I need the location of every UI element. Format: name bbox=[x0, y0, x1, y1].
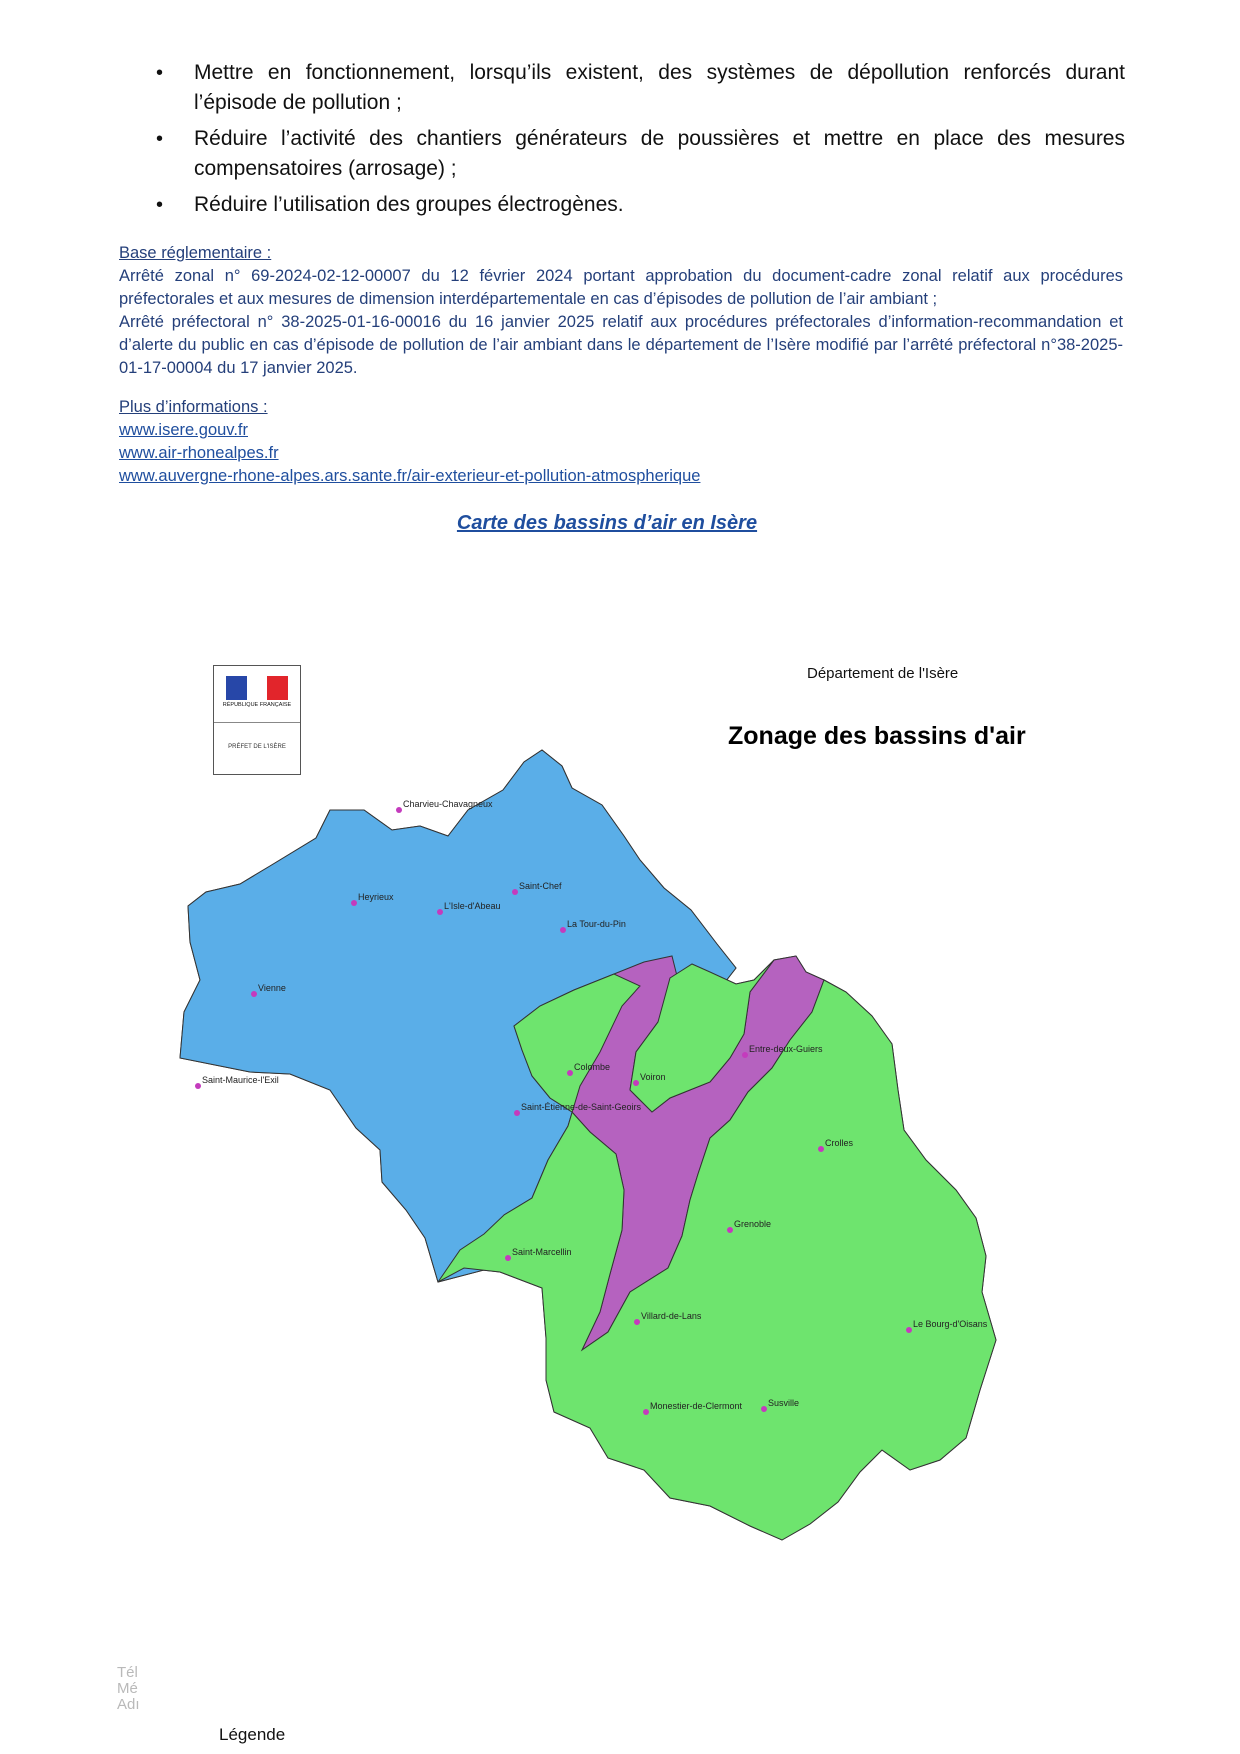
legend-label: Légende bbox=[219, 1725, 286, 1744]
city-label: Saint-Étienne-de-Saint-Geoirs bbox=[521, 1102, 642, 1112]
city-label: Heyrieux bbox=[358, 892, 394, 902]
link-ars[interactable]: www.auvergne-rhone-alpes.ars.sante.fr/air-exterieur-et-pollution-atmospherique bbox=[119, 467, 701, 485]
logo-republic-text: RÉPUBLIQUE FRANÇAISE bbox=[222, 702, 292, 708]
regulation-heading: Base réglementaire : bbox=[119, 244, 272, 262]
city-label: Le Bourg-d'Oisans bbox=[913, 1319, 988, 1329]
info-heading: Plus d’informations : bbox=[119, 398, 268, 416]
list-item: • Réduire l’activité des chantiers générateurs de poussières et mettre en place des mesures compensatoires (arrosage) ; bbox=[150, 124, 1125, 184]
info-block bbox=[119, 396, 700, 488]
city-label: Susville bbox=[768, 1398, 800, 1408]
bullet-icon: • bbox=[156, 194, 164, 216]
department-label: Département de l'Isère bbox=[807, 665, 959, 682]
city-label: Charvieu-Chavagneux bbox=[403, 799, 493, 809]
city-label: Vienne bbox=[258, 983, 286, 993]
city-label: L'Isle-d'Abeau bbox=[444, 901, 501, 911]
faded-footer: Tél Mé Adı bbox=[117, 1665, 140, 1713]
city-label: Crolles bbox=[825, 1138, 854, 1148]
city-label: Grenoble bbox=[734, 1219, 772, 1229]
link-isere[interactable]: www.isere.gouv.fr bbox=[119, 421, 248, 439]
regulation-block bbox=[119, 242, 1123, 380]
bullet-icon: • bbox=[156, 128, 164, 150]
city-label: Entre-deux-Guiers bbox=[749, 1044, 823, 1054]
measures-list bbox=[150, 58, 1125, 226]
bullet-icon: • bbox=[156, 62, 164, 84]
regulation-text-2: Arrêté préfectoral n° 38-2025-01-16-00016 du 16 janvier 2025 relatif aux procédures préfectorales d’information-recommandation et d’alerte du public en cas d’épisode de pollution de l’air ambiant dans le département de l’Isère modifié par l’arrêté préfectoral n°38-2025-01-17-00004 du 17 janvier 2025. bbox=[119, 313, 1123, 377]
map-section-title[interactable]: Carte des bassins d’air en Isère bbox=[456, 512, 758, 534]
map-title: Zonage des bassins d'air bbox=[728, 722, 1026, 750]
isere-zone-map bbox=[170, 660, 1110, 1754]
list-item: • Mettre en fonctionnement, lorsqu’ils existent, des systèmes de dépollution renforcés durant l’épisode de pollution ; bbox=[150, 58, 1125, 118]
regulation-text-1: Arrêté zonal n° 69-2024-02-12-00007 du 12 février 2024 portant approbation du document-cadre zonal relatif aux procédures préfectorales et aux mesures de dimension interdépartementale en cas d’épisodes de pollution de l’air ambiant ; bbox=[119, 267, 1123, 308]
list-item: • Réduire l’utilisation des groupes électrogènes. bbox=[150, 190, 1125, 220]
city-label: Voiron bbox=[640, 1072, 666, 1082]
city-label: Saint-Chef bbox=[519, 881, 562, 891]
city-label: Saint-Maurice-l'Exil bbox=[202, 1075, 279, 1085]
city-label: La Tour-du-Pin bbox=[567, 919, 626, 929]
link-air-rhonealpes[interactable]: www.air-rhonealpes.fr bbox=[119, 444, 279, 462]
city-label: Villard-de-Lans bbox=[641, 1311, 702, 1321]
logo-prefect-text: PRÉFET DE L'ISÈRE bbox=[228, 744, 286, 750]
city-label: Saint-Marcellin bbox=[512, 1247, 572, 1257]
city-label: Monestier-de-Clermont bbox=[650, 1401, 743, 1411]
city-label: Colombe bbox=[574, 1062, 611, 1072]
